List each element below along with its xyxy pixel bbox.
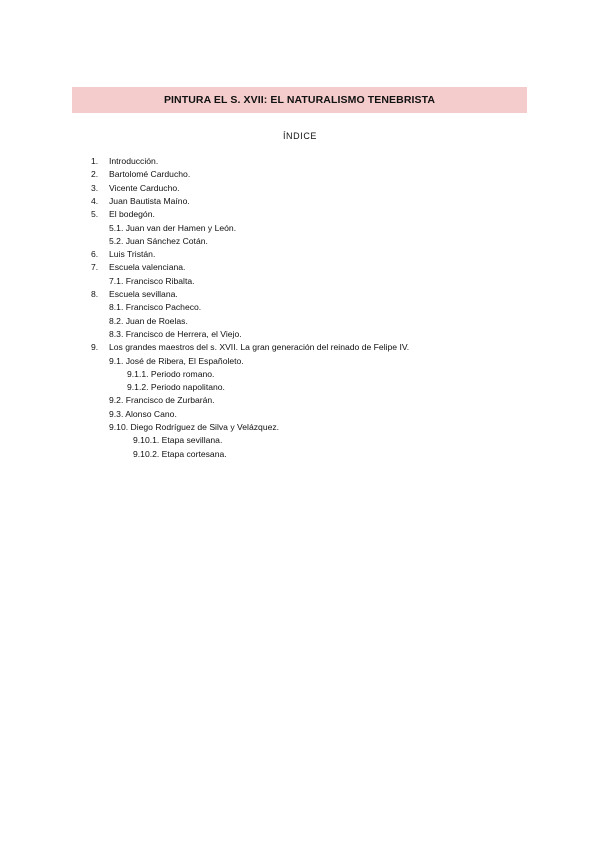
toc-item-number: 2. bbox=[91, 169, 99, 180]
toc-subitem-label: 5.1. Juan van der Hamen y León. bbox=[109, 222, 237, 233]
toc-item-number: 3. bbox=[91, 182, 99, 193]
toc-subsubitem-label: 9.1.2. Periodo napolitano. bbox=[127, 382, 225, 393]
toc-subitem-label: 9.10. Diego Rodríguez de Silva y Velázquez. bbox=[109, 422, 280, 432]
toc-item-label: Introducción. bbox=[109, 156, 159, 166]
toc-item-label: Escuela valenciana. bbox=[109, 262, 186, 273]
title-banner bbox=[72, 87, 527, 113]
index-heading: ÍNDICE bbox=[282, 131, 318, 141]
toc-item-number: 6. bbox=[91, 249, 99, 260]
toc-subitem-label: 8.3. Francisco de Herrera, el Viejo. bbox=[109, 328, 242, 339]
toc-item-label: Luis Tristán. bbox=[109, 249, 156, 260]
toc-item-label: Juan Bautista Maíno. bbox=[109, 195, 190, 206]
toc-subitem-label: 9.2. Francisco de Zurbarán. bbox=[109, 395, 215, 406]
toc-item-label: Bartolomé Carducho. bbox=[109, 169, 191, 180]
toc-item-label: El bodegón. bbox=[109, 209, 155, 220]
toc-item-number: 1. bbox=[91, 156, 99, 166]
toc-item-number: 7. bbox=[91, 262, 99, 273]
toc-subsubitem-label: 9.1.1. Periodo romano. bbox=[127, 368, 215, 379]
toc-item-number: 8. bbox=[91, 289, 99, 299]
document-title: PINTURA EL S. XVII: EL NATURALISMO TENEBRISTA bbox=[163, 94, 436, 106]
toc-subsubitem-label: 9.10.1. Etapa sevillana. bbox=[133, 435, 223, 446]
toc-item-number: 5. bbox=[91, 209, 99, 220]
toc-subitem-label: 9.1. José de Ribera, El Españoleto. bbox=[109, 355, 244, 366]
toc-item-number: 9. bbox=[91, 342, 99, 353]
toc-subitem-label: 8.1. Francisco Pacheco. bbox=[109, 302, 202, 313]
toc-subitem-label: 9.3. Alonso Cano. bbox=[109, 408, 177, 419]
toc-item-label: Escuela sevillana. bbox=[109, 289, 178, 299]
toc-subitem-label: 8.2. Juan de Roelas. bbox=[109, 315, 188, 326]
toc-item-number: 4. bbox=[91, 195, 99, 206]
toc-item-label: Los grandes maestros del s. XVII. La gran generación del reinado de Felipe IV. bbox=[109, 342, 410, 353]
toc-subsubitem-label: 9.10.2. Etapa cortesana. bbox=[133, 448, 227, 459]
toc-subitem-label: 5.2. Juan Sánchez Cotán. bbox=[109, 235, 208, 246]
toc-item-label: Vicente Carducho. bbox=[109, 182, 180, 193]
toc-subitem-label: 7.1. Francisco Ribalta. bbox=[109, 275, 195, 286]
